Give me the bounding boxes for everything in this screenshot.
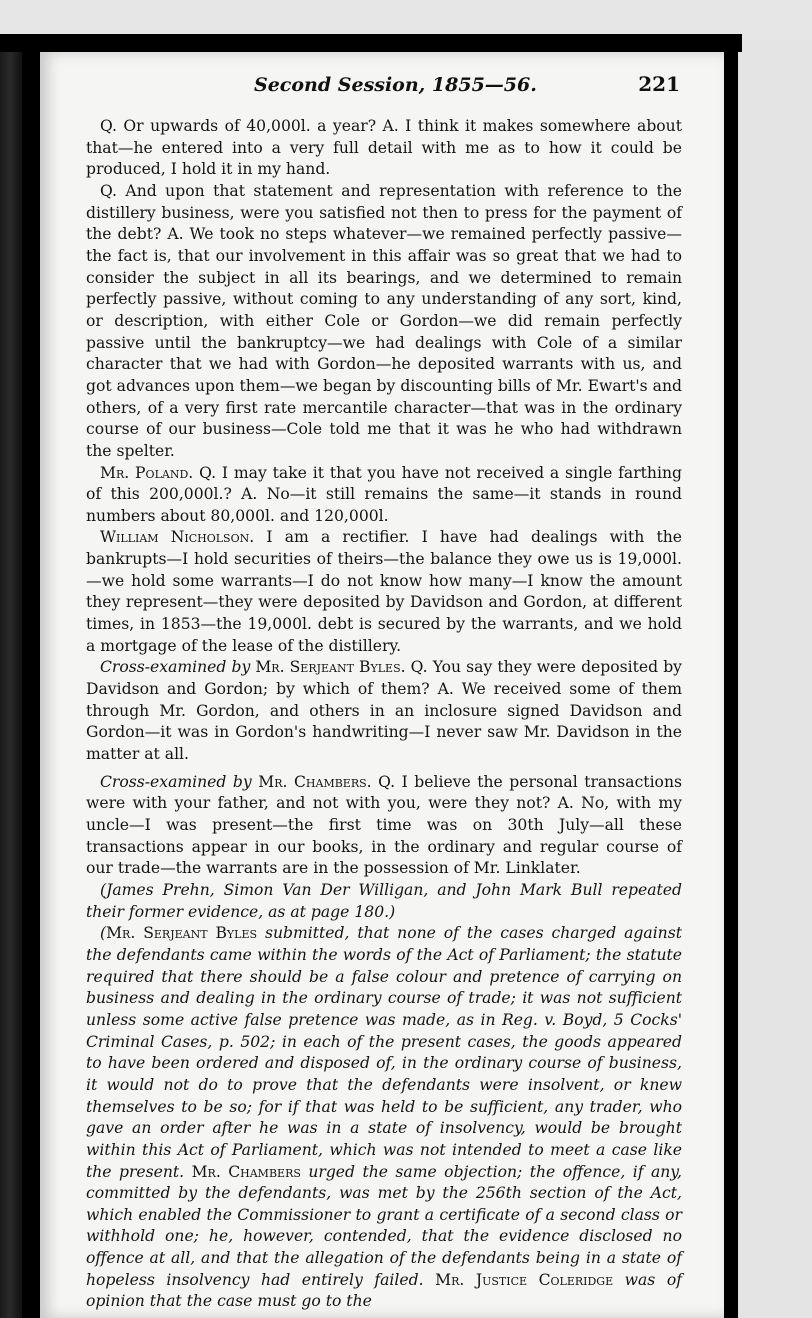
speaker-name: Mr. Poland. bbox=[100, 463, 194, 482]
argument-text: was of opinion that the case must go to the bbox=[86, 1270, 682, 1311]
paragraph-text: Q. You say they were deposited by Davidson and Gordon; by which of them? A. We received some of them through Mr. Gordon, and others in an inclosure signed Davidson and Gordon—it was in Gordon's handwriting—I never saw Mr. Davidson in the matter at all. bbox=[86, 658, 682, 764]
counsel-name: Mr. Chambers bbox=[191, 1162, 301, 1181]
paragraph-legal-argument bbox=[86, 923, 682, 1313]
counsel-name: Mr. Serjeant Byles. bbox=[255, 658, 406, 677]
page-edge-shadow bbox=[724, 50, 738, 1318]
argument-text: urged the same objection; the offence, if any, committed by the defendants, was met by the 256th section of the Act, which enabled the Commissioner to grant a certificate of a second class or withhold one; he, however, contended, that the evidence disclosed no offence at all, and that the allegation of the defendants being in a state of hopeless insolvency had entirely failed. bbox=[86, 1162, 682, 1289]
page-header bbox=[40, 72, 724, 102]
scan-background-right bbox=[735, 40, 812, 1318]
paragraph-text: Q. I believe the personal transactions were with your father, and not with you, were they not? A. No, with my uncle—I was present—the first time was on 30th July—all these transactions appear in our books, in the ordinary and regular course of our trade—the warrants are in the possession of Mr. Linklater. bbox=[86, 772, 682, 878]
book-page bbox=[40, 52, 724, 1318]
cross-exam-label: Cross-examined by bbox=[100, 772, 252, 791]
counsel-name: Mr. Chambers. bbox=[258, 772, 372, 791]
paragraph-cross-exam-chambers bbox=[86, 772, 682, 880]
page-number: 221 bbox=[638, 72, 680, 96]
open-paren: ( bbox=[100, 924, 107, 943]
paragraph-text: Q. I may take it that you have not received a single farthing of this 200,000l.? A. No—it still remains the same—it stands in round numbers about 80,000l. and 120,000l. bbox=[86, 463, 682, 525]
paragraph-repeated-evidence: (James Prehn, Simon Van Der Willigan, and John Mark Bull repeated their former evidence, as at page 180.) bbox=[86, 880, 682, 921]
cross-exam-label: Cross-examined by bbox=[100, 658, 251, 677]
paragraph-testimony-2: Q. And upon that statement and representation with reference to the distillery business, were you satisfied not then to press for the payment of the debt? A. We took no steps whatever—we remained perfectly passive—the fact is, that our involvement in this affair was so great that we had to consider the subject in all its bearings, and we determined to remain perfectly passive, without coming to any understanding of any sort, kind, or description, with either Cole or Gordon—we did remain perfectly passive until the bankruptcy—we had dealings with Cole of a similar character that we had with Gordon—he deposited warrants with us, and got advances upon them—we began by discounting bills of Mr. Ewart's and others, of a very first rate mercantile character—that was in the ordinary course of our business—Cole told me that it was he who had withdrawn the spelter. bbox=[86, 181, 682, 460]
paragraph-poland-question bbox=[86, 463, 682, 528]
paragraph-cross-exam-byles bbox=[86, 657, 682, 765]
paragraph-text: I am a rectifier. I have had dealings with the bankrupts—I hold securities of theirs—the balance they owe us is 19,000l.—we hold some warrants—I do not know how many—I know the amount they represent—they were deposited by Davidson and Gordon, at different times, in 1853—the 19,000l. debt is secured by the warrants, and we hold a mortgage of the lease of the distillery. bbox=[86, 528, 683, 655]
witness-name: William Nicholson. bbox=[100, 528, 255, 547]
paragraph-witness-nicholson bbox=[86, 527, 682, 657]
paragraph-testimony-1: Q. Or upwards of 40,000l. a year? A. I think it makes somewhere about that—he entered into a very full detail with me as to how it could be produced, I hold it in my hand. bbox=[86, 117, 682, 179]
running-title: Second Session, 1855—56. bbox=[254, 74, 537, 96]
judge-name: Mr. Justice Coleridge bbox=[435, 1270, 614, 1289]
book-binding-shadow bbox=[0, 34, 742, 52]
page-body bbox=[86, 116, 682, 1313]
counsel-name: Mr. Serjeant Byles bbox=[106, 924, 258, 943]
argument-text: submitted, that none of the cases charged against the defendants came within the words of the Act of Parliament; the statute required that there should be a false colour and pretence of carrying on business and dealing in the ordinary course of trade; it was not sufficient unless some active false pretence was made, as in Reg. v. Boyd, 5 Cocks' Criminal Cases, p. 502; in each of the present cases, the goods appeared to have been ordered and disposed of, in the ordinary course of business, it would not do to prove that the defendants were insolvent, or knew themselves to be so; for if that was held to be sufficient, any trader, who gave an order after he was in a state of insolvency, would be brought within this Act of Parliament, which was not intended to meet a case like the present. bbox=[86, 924, 682, 1181]
page-gutter-shadow bbox=[22, 50, 42, 1318]
